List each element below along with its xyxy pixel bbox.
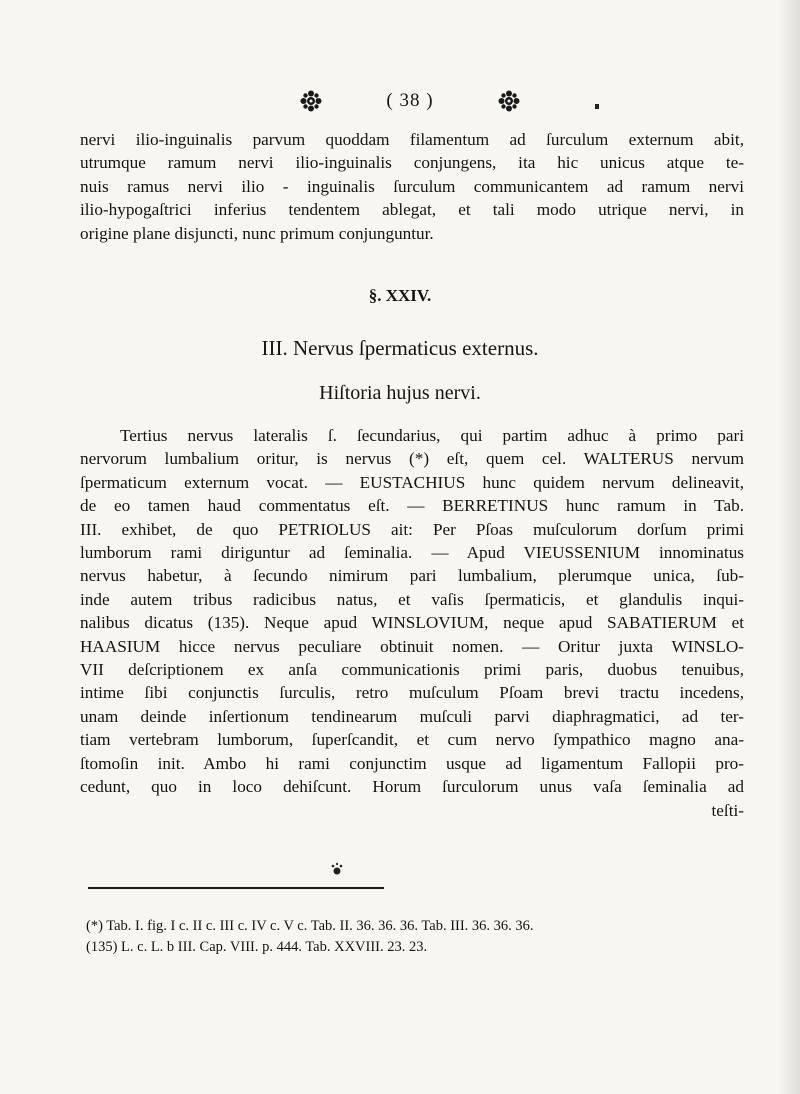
text-line: HAASIUM hicce nervus peculiare obtinuit nomen. — Oritur juxta WINSLO- — [80, 636, 744, 656]
page-edge-shadow — [778, 0, 800, 1094]
text-line: inde autem tribus radicibus natus, et vaſis ſpermaticis, et glandulis inqui- — [80, 589, 744, 609]
section-title: III. Nervus ſpermaticus externus. — [261, 336, 539, 360]
section-number: §. XXIV. — [368, 286, 432, 305]
text-line: lumborum rami diriguntur ad ſeminalia. — Apud VIEUSSENIUM innominatus — [80, 543, 744, 563]
text-line: tiam vertebram lumborum, ſuperſcandit, et cum nervo ſympathico magno ana- — [80, 730, 744, 750]
text-line: utrumque ramum nervi ilio-inguinalis conjungens, ita hic unicus atque te- — [80, 153, 744, 173]
flower-ornament-icon — [300, 90, 322, 112]
text-line: Tertius nervus lateralis ſ. ſecundarius, qui partim adhuc à primo pari — [120, 426, 744, 445]
asterism-ornament-icon — [330, 862, 344, 878]
text-line: nalibus dicatus (135). Neque apud WINSLOVIUM, neque apud SABATIERUM et — [80, 613, 744, 633]
text-line: III. exhibet, de quo PETRIOLUS ait: Per Pſoas muſculorum dorſum primi — [80, 519, 744, 539]
text-line: unam deinde inſertionum tendinearum muſculi parvi diaphragmatici, ad ter- — [80, 706, 744, 726]
top-paragraph — [80, 128, 744, 245]
text-line: nervi ilio-inguinalis parvum quoddam filamentum ad ſurculum externum abit, — [80, 130, 744, 149]
ink-speck — [595, 104, 599, 109]
footnotes — [86, 916, 750, 958]
text-line: de eo tamen haud commentatus eſt. — BERRETINUS hunc ramum in Tab. — [80, 496, 744, 516]
footnote: (135) L. c. L. b III. Cap. VIII. p. 444. Tab. XXVIII. 23. 23. — [86, 939, 428, 955]
text-line: ſtomoſin init. Ambo hi rami conjunctim usque ad ligamentum Fallopii pro- — [80, 753, 744, 773]
section-subtitle: Hiſtoria hujus nervi. — [319, 382, 481, 404]
text-line: intime ſibi conjunctis ſurculis, retro muſculum Pſoam brevi tractu incedens, — [80, 683, 744, 703]
text-line: cedunt, quo in loco dehiſcunt. Horum ſurculorum unus vaſa ſeminalia ad — [80, 777, 744, 797]
text-line: origine plane disjuncti, nunc primum conjunguntur. — [80, 223, 434, 243]
text-line: nuis ramus nervi ilio - inguinalis ſurculum communicantem ad ramum nervi — [80, 176, 744, 196]
footnote: (*) Tab. I. fig. I c. II c. III c. IV c. V c. Tab. II. 36. 36. 36. Tab. III. 36. 36. 36. — [86, 918, 534, 934]
text-line: nervus habetur, à ſecundo nimirum pari lumbalium, plerumque unica, ſub- — [80, 566, 744, 586]
main-paragraph — [80, 424, 744, 822]
page-number: ( 38 ) — [386, 90, 434, 111]
text-line: ſpermaticum externum vocat. — EUSTACHIUS hunc quidem nervum delineavit, — [80, 472, 744, 492]
catchword: teſti- — [711, 800, 744, 820]
flower-ornament-icon — [498, 90, 520, 112]
text-line: nervorum lumbalium oritur, is nervus (*) eſt, quem cel. WALTERUS nervum — [80, 449, 744, 469]
text-line: VII deſcriptionem ex anſa communicationis primi paris, duobus tenuibus, — [80, 660, 744, 680]
footnote-rule — [88, 887, 384, 889]
text-line: ilio-hypogaſtrici inferius tendentem ablegat, et tali modo utrique nervi, in — [80, 200, 744, 220]
running-head — [300, 86, 520, 116]
